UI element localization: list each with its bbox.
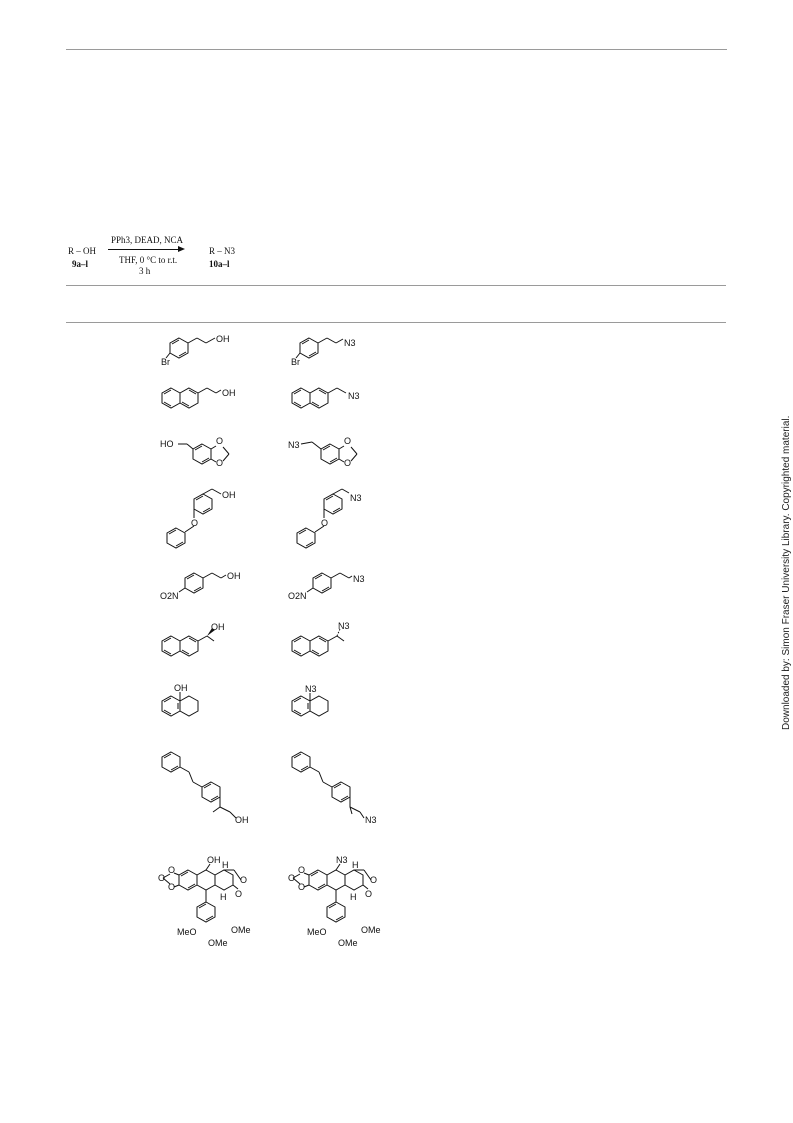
oh-label: OH xyxy=(227,571,241,581)
o2n-label: O2N xyxy=(160,591,179,601)
product-label: R – N3 xyxy=(209,246,236,256)
structure-3-phenoxybenzyl-alcohol xyxy=(158,488,248,555)
structure-4-bromobenzyl-azide xyxy=(280,328,370,373)
ome-label: OMe xyxy=(208,938,228,948)
o-label: O xyxy=(216,458,224,468)
structure-tetralinyl-azide xyxy=(288,680,378,729)
structure-2-naphthylmethyl-azide xyxy=(288,382,378,421)
structure-piperonyl-alcohol xyxy=(160,432,250,477)
conditions-label: THF, 0 °C to r.t. xyxy=(119,255,178,265)
time-label: 3 h xyxy=(139,266,151,276)
structure-4-nitrobenzyl-alcohol xyxy=(160,565,250,610)
o-label: O xyxy=(288,873,296,883)
n3-label: N3 xyxy=(288,440,300,450)
h-label: H xyxy=(222,860,229,870)
h-label: H xyxy=(352,860,359,870)
reactant-id: 9a–l xyxy=(72,259,89,269)
download-watermark: Downloaded by: Simon Fraser University Library. Copyrighted material. xyxy=(781,415,792,730)
reactant-label: R – OH xyxy=(68,246,97,256)
h-label: H xyxy=(220,892,227,902)
meo-label: MeO xyxy=(307,927,327,937)
o-label: O xyxy=(298,882,306,892)
o-label: O xyxy=(344,436,352,446)
structure-4-bromobenzyl-alcohol xyxy=(150,328,240,373)
product-id: 10a–l xyxy=(209,259,230,269)
o-label: O xyxy=(370,875,378,885)
table-header-rule xyxy=(66,322,726,323)
o-label: O xyxy=(216,436,224,446)
reaction-arrow-head xyxy=(178,246,185,252)
structure-naphthylethyl-azide xyxy=(288,620,378,669)
n3-label: N3 xyxy=(344,338,356,348)
top-rule xyxy=(66,49,727,50)
br-label: Br xyxy=(291,357,300,367)
n3-label: N3 xyxy=(336,855,348,865)
structure-phenethylphenyl-ethanol xyxy=(158,748,258,833)
ome-label: OMe xyxy=(338,938,358,948)
o-label: O xyxy=(240,875,248,885)
n3-label: N3 xyxy=(353,574,365,584)
structure-piperonyl-azide xyxy=(288,432,378,477)
reaction-scheme xyxy=(66,232,256,276)
oh-label: OH xyxy=(222,388,236,398)
oh-label: OH xyxy=(211,622,225,632)
structure-4-nitrobenzyl-azide xyxy=(288,565,378,610)
ho-label: HO xyxy=(160,439,174,449)
structure-tetralol xyxy=(158,680,248,729)
o-label: O xyxy=(365,889,373,899)
structure-naphthylethanol xyxy=(158,620,248,669)
ome-label: OMe xyxy=(231,925,251,935)
oh-label: OH xyxy=(174,683,188,693)
o-label: O xyxy=(344,458,352,468)
structure-2-naphthylmethanol xyxy=(158,382,248,421)
o-label: O xyxy=(298,865,306,875)
o-label: O xyxy=(158,873,166,883)
oh-label: OH xyxy=(235,815,249,825)
o-label: O xyxy=(168,865,176,875)
n3-label: N3 xyxy=(305,684,317,694)
o-label: O xyxy=(168,882,176,892)
oh-label: OH xyxy=(222,490,236,500)
structure-phenethylphenyl-ethyl-azide xyxy=(288,748,388,833)
oh-label: OH xyxy=(207,855,221,865)
structure-podophyllotoxin-azide xyxy=(288,852,388,961)
reagents-label: PPh3, DEAD, NCA xyxy=(111,235,184,245)
structure-3-phenoxybenzyl-azide xyxy=(288,488,378,555)
o-label: O xyxy=(321,518,329,528)
h-label: H xyxy=(350,892,357,902)
reaction-arrow xyxy=(108,249,181,250)
n3-label: N3 xyxy=(365,815,377,825)
br-label: Br xyxy=(161,357,170,367)
o-label: O xyxy=(235,889,243,899)
n3-label: N3 xyxy=(350,493,362,503)
n3-label: N3 xyxy=(338,621,350,631)
meo-label: MeO xyxy=(177,927,197,937)
table-top-rule xyxy=(66,285,726,286)
structure-podophyllotoxin xyxy=(158,852,258,961)
n3-label: N3 xyxy=(348,391,360,401)
o-label: O xyxy=(191,518,199,528)
o2n-label: O2N xyxy=(288,591,307,601)
ome-label: OMe xyxy=(361,925,381,935)
oh-label: OH xyxy=(216,334,230,344)
